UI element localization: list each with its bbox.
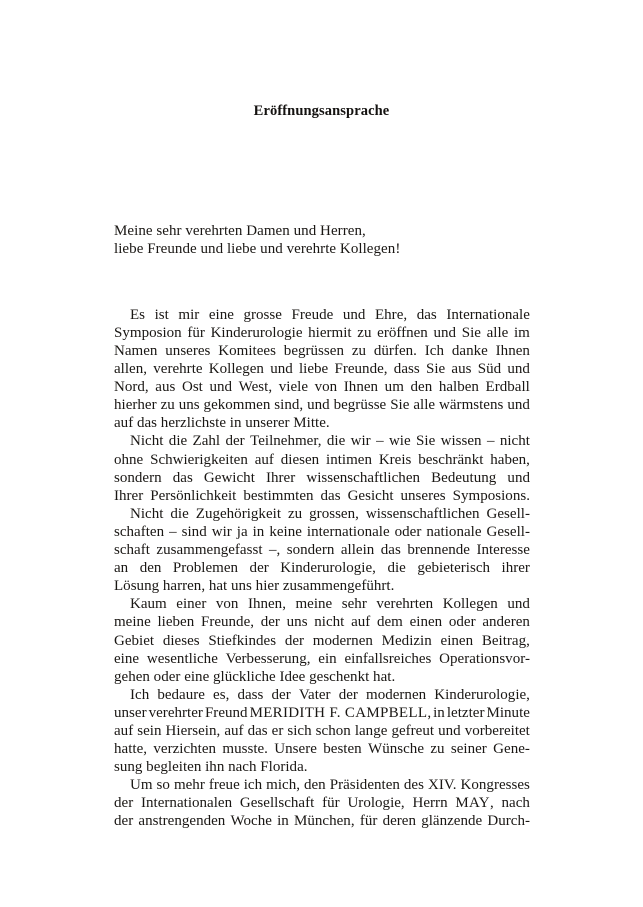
text-line: Kaum einer von Ihnen, meine sehr verehrten Kollegen und <box>130 596 530 613</box>
salutation-line: Meine sehr verehrten Damen und Herren, <box>114 223 366 239</box>
text-line: schaft zusammengefasst –, sondern allein das brennende Interesse <box>114 542 530 559</box>
salutation-line: liebe Freunde und liebe und verehrte Kollegen! <box>114 241 401 258</box>
text-line: meine lieben Freunde, der uns nicht auf dem einen oder anderen <box>114 614 530 631</box>
paragraph-p1 <box>114 306 530 433</box>
text-line: sung begleiten ihn nach Florida. <box>114 759 308 776</box>
text-line: schaften – sind wir ja in keine internationale oder nationale Gesell- <box>114 523 530 540</box>
paragraph-p3 <box>114 505 530 595</box>
salutation-block <box>114 222 530 259</box>
paragraph-p4 <box>114 595 530 685</box>
text-line: Nicht die Zugehörigkeit zu grossen, wissenschaftlichen Gesell- <box>130 505 530 522</box>
paragraph-p6 <box>114 776 530 830</box>
text-line: Um so mehr freue ich mich, den Präsidenten des XIV. Kongresses <box>130 777 530 794</box>
text-line: allen, verehrte Kollegen und liebe Freunde, dass Sie aus Süd und <box>114 361 530 378</box>
paragraph-p2 <box>114 432 530 504</box>
text-line: hierher zu uns gekommen sind, und begrüsse Sie alle wärmstens und <box>114 397 530 414</box>
paragraph-p5 <box>114 686 530 776</box>
small-caps-name: MERIDITH F. CAMPBELL <box>249 704 428 721</box>
page-title: Eröffnungsansprache <box>253 103 390 119</box>
text-line: Nicht die Zahl der Teilnehmer, die wir – wie Sie wissen – nicht <box>130 433 530 450</box>
text-line: sondern das Gewicht Ihrer wissenschaftlichen Bedeutung und <box>114 469 530 486</box>
text-line: Ihrer Persönlichkeit bestimmten das Gesicht unseres Symposions. <box>114 487 530 504</box>
body-text <box>114 222 530 831</box>
text-line: unser verehrter Freund MERIDITH F. CAMPBELL, in letzter Minute <box>114 704 530 721</box>
text-line: Lösung harren, hat uns hier zusammengeführt. <box>114 578 395 595</box>
text-line: der anstrengenden Woche in München, für deren glänzende Durch- <box>114 813 530 830</box>
text-line: Es ist mir eine grosse Freude und Ehre, das Internationale <box>130 306 530 323</box>
small-caps-name: MAY <box>455 795 490 812</box>
text-line: Gebiet dieses Stiefkindes der modernen Medizin einen Beitrag, <box>114 632 530 649</box>
text-line: der Internationalen Gesellschaft für Urologie, Herrn MAY, nach <box>114 795 530 812</box>
text-line: auf das herzlichste in unserer Mitte. <box>114 415 330 432</box>
text-line: gehen oder eine glückliche Idee geschenkt hat. <box>114 668 396 685</box>
text-line: hatte, verzichten musste. Unsere besten Wünsche zu seiner Gene- <box>114 741 530 758</box>
text-line: Ich bedaure es, dass der Vater der modernen Kinderurologie, <box>130 686 530 703</box>
text-line: Nord, aus Ost und West, viele von Ihnen um den halben Erdball <box>114 379 530 396</box>
text-line: Namen unseres Komitees begrüssen zu dürfen. Ich danke Ihnen <box>114 343 530 359</box>
text-line: eine wesentliche Verbesserung, ein einfallsreiches Operationsvor- <box>114 650 530 667</box>
text-line: Symposion für Kinderurologie hiermit zu eröffnen und Sie alle im <box>114 324 530 341</box>
text-line: ohne Schwierigkeiten auf diesen intimen Kreis beschränkt haben, <box>114 451 530 468</box>
text-line: auf sein Hiersein, auf das er sich schon lange gefreut und vorbereitet <box>114 722 530 739</box>
text-line: an den Problemen der Kinderurologie, die gebieterisch ihrer <box>114 560 530 577</box>
